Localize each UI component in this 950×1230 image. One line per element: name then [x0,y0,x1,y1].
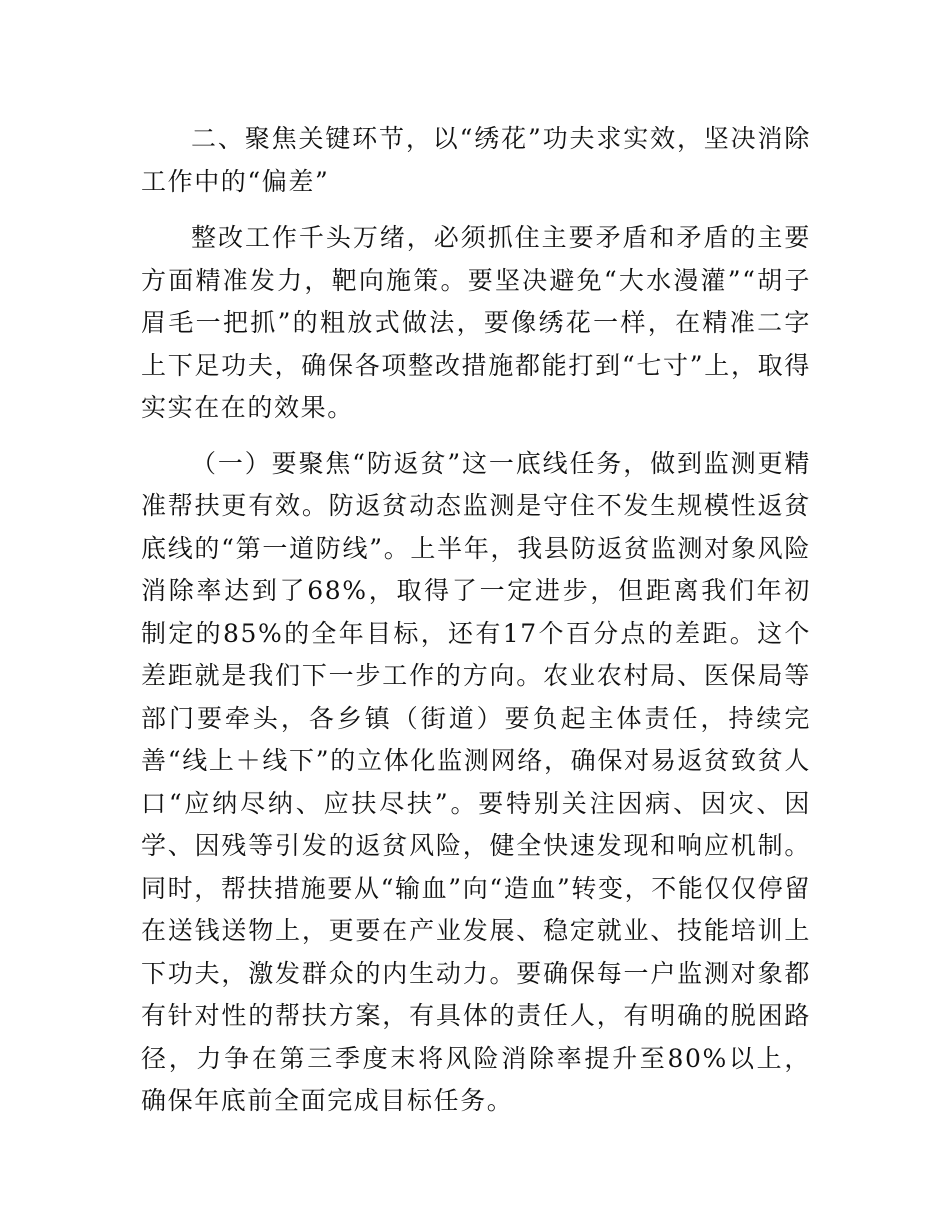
paragraph-poverty-monitoring: （一）要聚焦“防返贫”这一底线任务，做到监测更精准帮扶更有效。防返贫动态监测是守住不发生规模性返贫底线的“第一道防线”。上半年，我县防返贫监测对象风险消除率达到了68%，取得了一定进步，但距离我们年初制定的85%的全年目标，还有17个百分点的差距。这个差距就是我们下一步工作的方向。农业农村局、医保局等部门要牵头，各乡镇（街道）要负起主体责任，持续完善“线上＋线下”的立体化监测网络，确保对易返贫致贫人口“应纳尽纳、应扶尽扶”。要特别关注因病、因灾、因学、因残等引发的返贫风险，健全快速发现和响应机制。同时，帮扶措施要从“输血”向“造血”转变，不能仅仅停留在送钱送物上，更要在产业发展、稳定就业、技能培训上下功夫，激发群众的内生动力。要确保每一户监测对象都有针对性的帮扶方案，有具体的责任人，有明确的脱困路径，力争在第三季度末将风险消除率提升至80%以上，确保年底前全面完成目标任务。 [141,448,811,1115]
paragraph-intro: 整改工作千头万绪，必须抓住主要矛盾和矛盾的主要方面精准发力，靶向施策。要坚决避免“大水漫灌”“胡子眉毛一把抓”的粗放式做法，要像绣花一样，在精准二字上下足功夫，确保各项整改措施都能打到“七寸”上，取得实实在在的效果。 [141,223,811,422]
section-heading: 二、聚焦关键环节，以“绣花”功夫求实效，坚决消除工作中的“偏差” [141,124,811,196]
document-body [141,118,811,1136]
